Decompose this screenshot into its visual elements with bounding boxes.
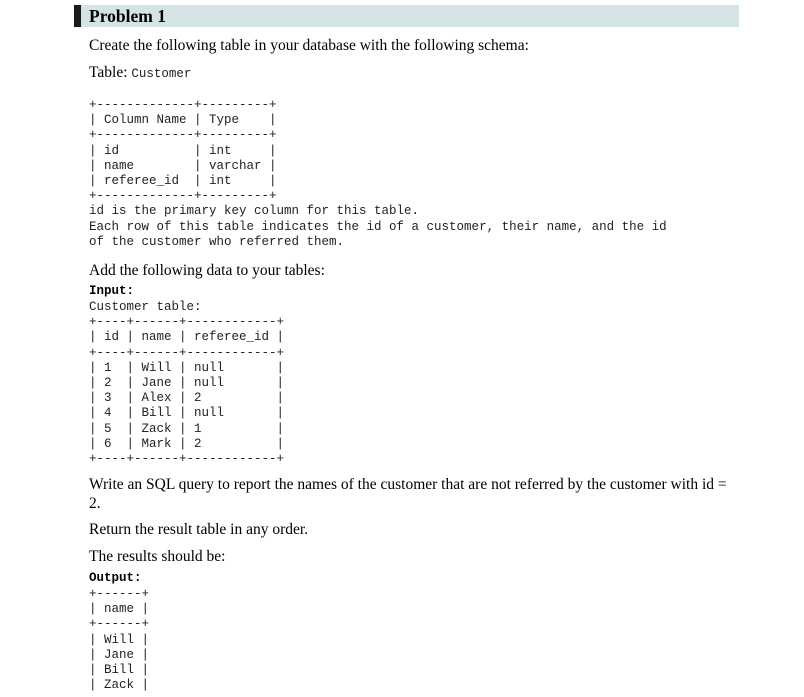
add-data-text: Add the following data to your tables: <box>89 262 325 279</box>
problem-header-bar <box>74 5 739 27</box>
output-block: +------+ | name | +------+ | Will | | Jane | | Bill | | Zack | <box>89 587 150 693</box>
output-label: Output: <box>89 571 142 585</box>
results-text: The results should be: <box>89 548 226 565</box>
table-label-prefix: Table: <box>89 64 128 81</box>
schema-block: +-------------+---------+ | Column Name | Type | +-------------+---------+ | id | int | | name | varchar | | referee_id | int | +-------------+---------+ id is the primary key column for this table. Each row of this table indicates the id of a customer, their name, and the id of the customer who referred them. <box>89 98 667 249</box>
problem-header-accent <box>74 5 81 27</box>
input-label: Input: <box>89 284 135 298</box>
table-name: Customer <box>131 67 192 81</box>
question-text: Write an SQL query to report the names of the customer that are not referred by the customer with id = 2. <box>89 476 727 512</box>
intro-text: Create the following table in your database with the following schema: <box>89 37 529 54</box>
return-text: Return the result table in any order. <box>89 521 309 538</box>
input-block: Customer table: +----+------+------------+ | id | name | referee_id | +----+------+------------+ | 1 | Will | null | | 2 | Jane | null | | 3 | Alex | 2 | | 4 | Bill | null | | 5 | Zack | 1 | | 6 | Mark | 2 | +----+------+------------+ <box>89 300 285 467</box>
table-label <box>89 63 191 84</box>
problem-title: Problem 1 <box>89 6 166 26</box>
